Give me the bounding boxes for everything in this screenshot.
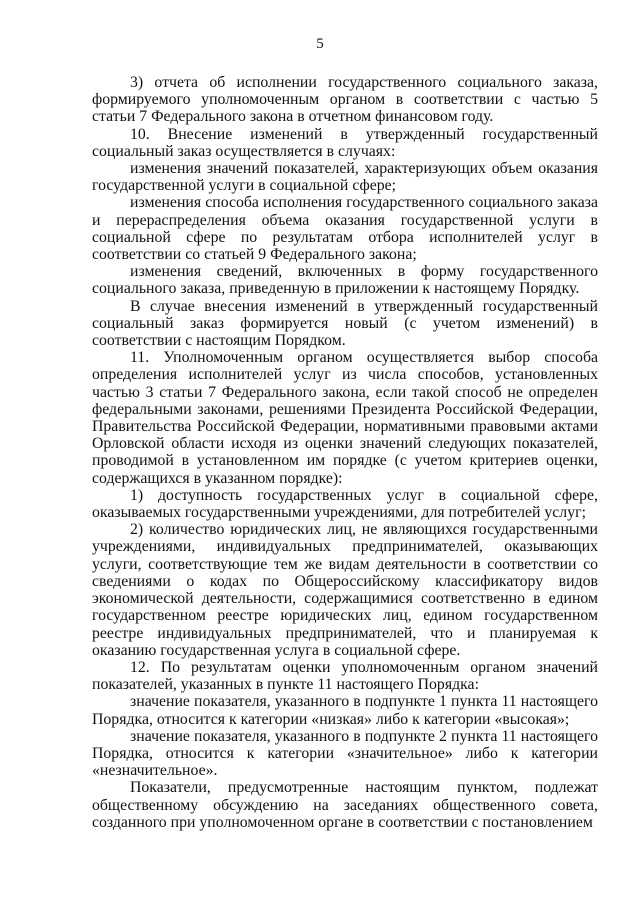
paragraph-item-3-report: 3) отчета об исполнении государственного социального заказа, формируемого уполномоченным органом в соответствии с частью 5 статьи 7 Федерального закона в отчетном финансовом году.: [92, 74, 598, 126]
paragraph-indicator-2: 2) количество юридических лиц, не являющихся государственными учреждениями, индивидуальных предпринимателей, оказывающих услуги, соответствующие тем же видам деятельности в соответствии со сведениями о кодах по Общероссийскому классификатору видов экономической деятельности, содержащимися соответственно в едином государственном реестре юридических лиц, едином государственном реестре индивидуальных предпринимателей, что и планируемая к оказанию государственная услуга в социальной сфере.: [92, 521, 598, 659]
paragraph-indicator-1: 1) доступность государственных услуг в социальной сфере, оказываемых государственными учреждениями, для потребителей услуг;: [92, 486, 598, 522]
paragraph-public-discussion: Показатели, предусмотренные настоящим пунктом, подлежат общественному обсуждению на заседаниях общественного совета, созданного при уполномоченном органе в соответствии с постановлением: [92, 779, 598, 831]
paragraph-section-12: 12. По результатам оценки уполномоченным органом значений показателей, указанных в пункте 11 настоящего Порядка:: [92, 658, 598, 694]
page-number: 5: [316, 36, 324, 52]
document-body: [92, 74, 598, 831]
paragraph-section-10: 10. Внесение изменений в утвержденный государственный социальный заказ осуществляется в случаях:: [92, 125, 598, 160]
paragraph-case-form-info: изменения сведений, включенных в форму государственного социального заказа, приведенную в приложении к настоящему Порядку.: [92, 263, 598, 298]
paragraph-case-indicator-values: изменения значений показателей, характеризующих объем оказания государственной услуги в социальной сфере;: [92, 160, 598, 195]
paragraph-section-11: 11. Уполномоченным органом осуществляется выбор способа определения исполнителей услуг из числа способов, установленных частью 3 статьи 7 Федерального закона, если такой способ не определен федеральными законами, решениями Президента Российской Федерации, Правительства Российской Федерации, нормативными правовыми актами Орловской области исходя из оценки значений следующих показателей, проводимой в установленном им порядке (с учетом критериев оценки, содержащихся в указанном порядке):: [92, 349, 598, 487]
paragraph-new-order-formed: В случае внесения изменений в утвержденный государственный социальный заказ формируется новый (с учетом изменений) в соответствии с настоящим Порядком.: [92, 297, 598, 350]
paragraph-category-low-high: значение показателя, указанного в подпункте 1 пункта 11 настоящего Порядка, относится к категории «низкая» либо к категории «высокая»;: [92, 693, 598, 728]
paragraph-category-significant: значение показателя, указанного в подпункте 2 пункта 11 настоящего Порядка, относится к категории «значительное» либо к категории «незначительное».: [92, 727, 598, 780]
paragraph-case-execution-method: изменения способа исполнения государственного социального заказа и перераспределения объема оказания государственной услуги в социальной сфере по результатам отбора исполнителей услуг в соответствии со статьей 9 Федерального закона;: [92, 194, 598, 264]
